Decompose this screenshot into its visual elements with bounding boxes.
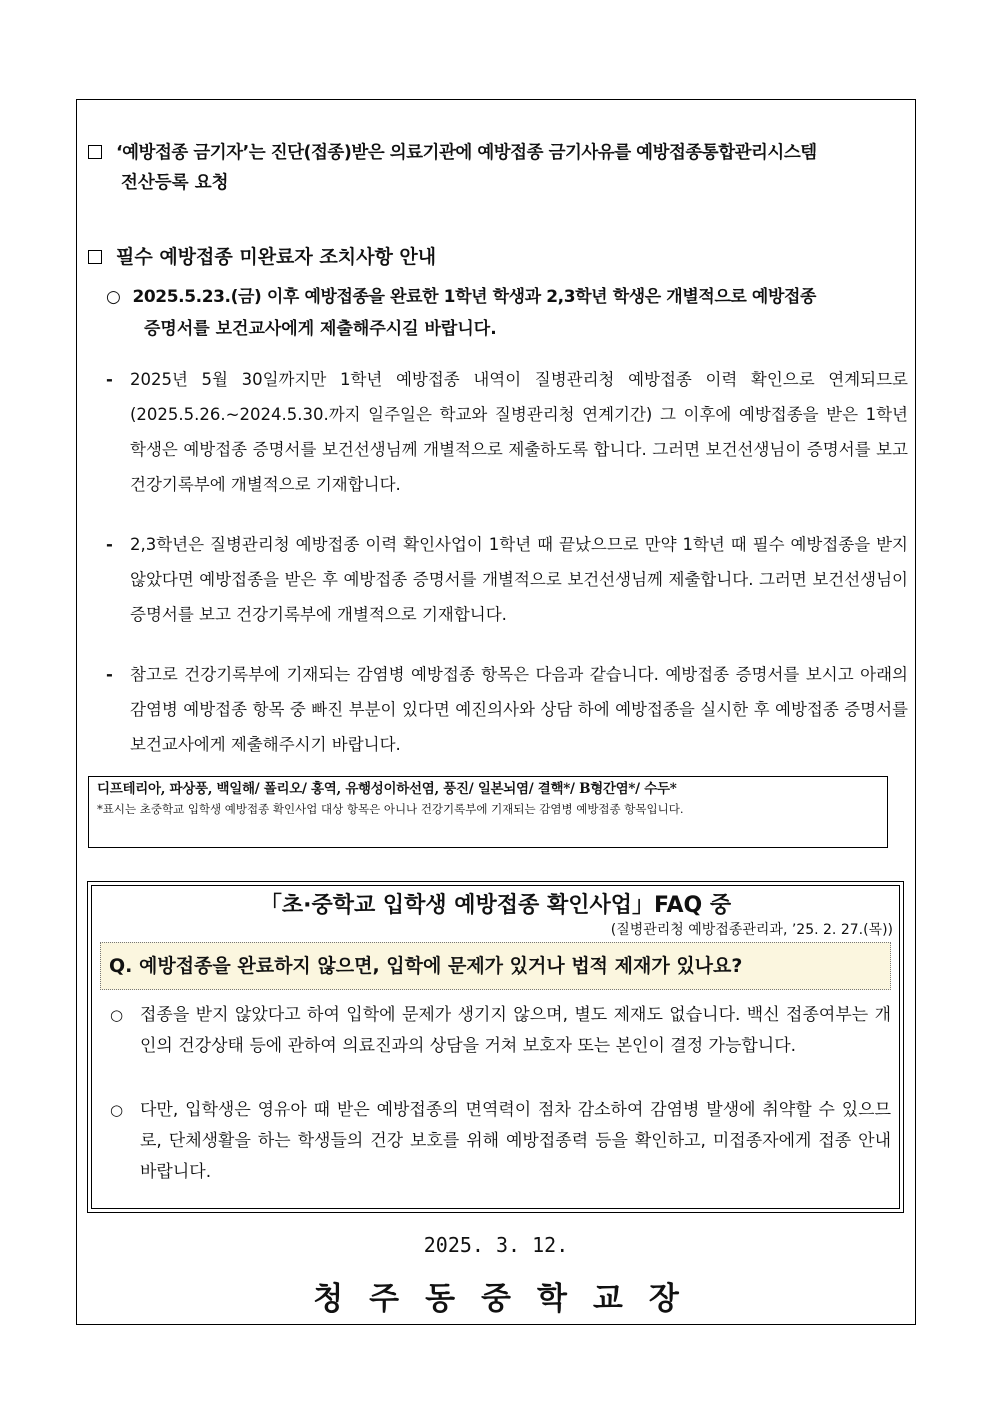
notice-line-1: 2025.5.23.(금) 이후 예방접종을 완료한 1학년 학생과 2,3학년 학생은 개별적으로 예방접종 (132, 287, 817, 307)
section-1-line-2: 전산등록 요청 (121, 173, 229, 193)
principal-signature: 청주동중학교장 (313, 1281, 705, 1317)
dash-item-text: 참고로 건강기록부에 기재되는 감염병 예방접종 항목은 다음과 같습니다. 예방접종 증명서를 보시고 아래의 감염병 예방접종 항목 중 빠진 부분이 있다면 예진의사와 상담 하에 예방접종을 실시한 후 예방접종 증명서를 보건교사에게 제출해주시기 바랍니다. (130, 665, 908, 754)
circle-bullet-icon: ○ (106, 287, 121, 307)
dash-item-text: 2,3학년은 질병관리청 예방접종 이력 확인사업이 1학년 때 끝났으므로 만약 1학년 때 필수 예방접종을 받지 않았다면 예방접종을 받은 후 예방접종 증명서를 개별적으로 보건선생님께 제출합니다. 그러면 보건선생님이 증명서를 보고 건강기록부에 개별적으로 기재합니다. (130, 535, 908, 624)
faq-title: 「초·중학교 입학생 예방접종 확인사업」FAQ 중 (259, 893, 732, 918)
vaccine-note: *표시는 초중학교 입학생 예방접종 확인사업 대상 항목은 아니나 건강기록부에 기재되는 감염병 예방접종 항목입니다. (97, 802, 684, 816)
notice-line-2: 증명서를 보건교사에게 제출해주시길 바랍니다. (144, 319, 497, 339)
dash-item-3 (106, 657, 908, 762)
faq-box (87, 881, 904, 1213)
checkbox-square-icon (88, 145, 102, 159)
faq-answer-2 (110, 1095, 891, 1188)
faq-answer-text: 다만, 입학생은 영유아 때 받은 예방접종의 면역력이 점차 감소하여 감염병 발생에 취약할 수 있으므로, 단체생활을 하는 학생들의 건강 보호를 위해 예방접종력 등을 확인하고, 미접종자에게 접종 안내 바랍니다. (140, 1100, 891, 1182)
circle-bullet-icon: ○ (110, 1101, 124, 1119)
document-date: 2025. 3. 12. (423, 1233, 569, 1257)
section-2-notice (106, 281, 908, 345)
dash-bullet: - (106, 665, 113, 684)
vaccine-list-box (88, 776, 888, 848)
circle-bullet-icon: ○ (110, 1006, 124, 1024)
dash-item-1 (106, 362, 908, 502)
faq-answer-text: 접종을 받지 않았다고 하여 입학에 문제가 생기지 않으며, 별도 제재도 없습니다. 백신 접종여부는 개인의 건강상태 등에 관하여 의료진과의 상담을 거쳐 보호자 또는 본인이 결정 가능합니다. (140, 1005, 891, 1056)
checkbox-square-icon (88, 250, 102, 264)
vaccine-items: 디프테리아, 파상풍, 백일해/ 폴리오/ 홍역, 유행성이하선염, 풍진/ 일본뇌염/ 결핵*/ B형간염*/ 수두* (97, 781, 677, 797)
section-2-title-text: 필수 예방접종 미완료자 조치사항 안내 (116, 246, 437, 268)
dash-bullet: - (106, 370, 113, 389)
dash-bullet: - (106, 535, 113, 554)
faq-source: (질병관리청 예방접종관리과, ’25. 2. 27.(목)) (610, 922, 893, 938)
section-1-line-1: ‘예방접종 금기자’는 진단(접종)받은 의료기관에 예방접종 금기사유를 예방접종통합관리시스템 (116, 143, 817, 163)
section-1 (88, 138, 908, 198)
dash-item-2 (106, 527, 908, 632)
faq-question: Q. 예방접종을 완료하지 않으면, 입학에 문제가 있거나 법적 제재가 있나요? (100, 942, 891, 990)
faq-answer-1 (110, 1000, 891, 1062)
dash-item-text: 2025년 5월 30일까지만 1학년 예방접종 내역이 질병관리청 예방접종 이력 확인으로 연계되므로(2025.5.26.~2024.5.30.까지 일주일은 학교와 질병관리청 연계기간) 그 이후에 예방접종을 받은 1학년 학생은 예방접종 증명서를 보건선생님께 개별적으로 제출하도록 합니다. 그러면 보건선생님이 증명서를 보고 건강기록부에 개별적으로 기재합니다. (130, 370, 908, 494)
section-2-title (88, 242, 436, 272)
